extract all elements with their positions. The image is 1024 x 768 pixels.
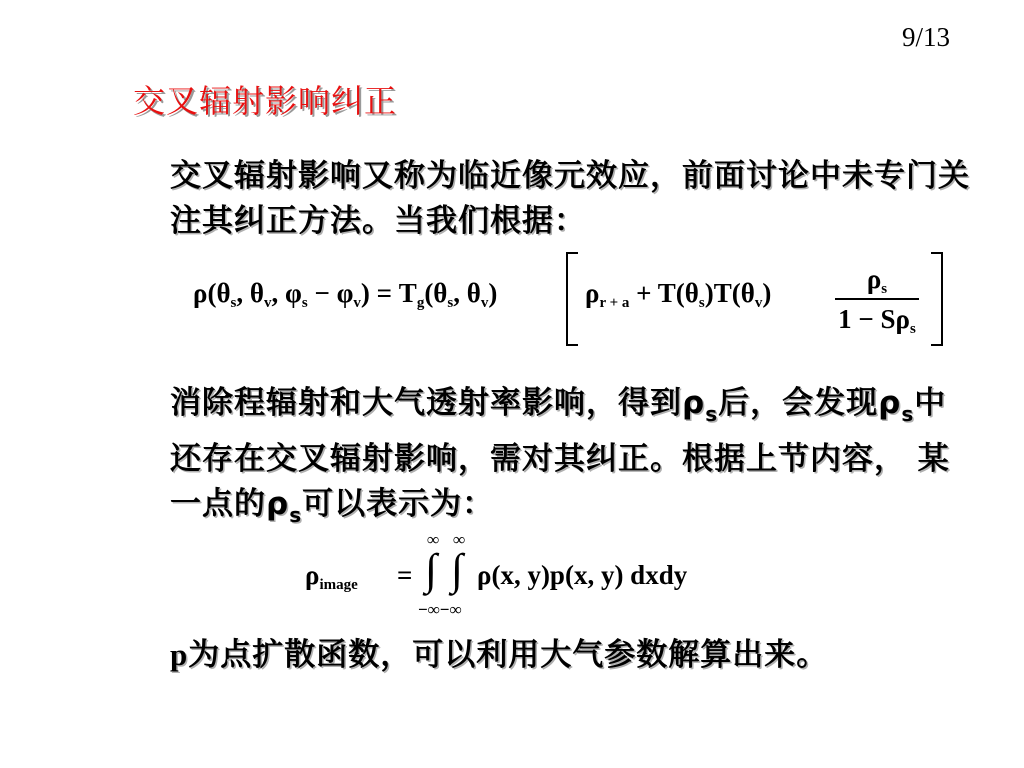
formula2-lhs: ρimage — [305, 560, 358, 593]
left-bracket — [566, 252, 578, 346]
upper-limit-2: ∞ — [453, 530, 466, 549]
rho-symbol: ρ — [682, 385, 706, 421]
fraction-numerator: ρs — [866, 264, 888, 297]
right-bracket — [931, 252, 943, 346]
formula1-lhs: ρ(θs, θv, φs − φv) = Tg(θs, θv) — [193, 278, 498, 311]
rho-symbol: ρ — [878, 385, 902, 421]
formula1-fraction — [833, 264, 921, 348]
integral-sign-1: ∫ — [425, 545, 438, 594]
formula1-inner: ρr + a + T(θs)T(θv) — [585, 278, 772, 311]
slide-title: 交叉辐射影响纠正 — [133, 82, 398, 120]
rho-subscript: s — [705, 402, 719, 426]
lower-limits: −∞−∞ — [418, 600, 462, 619]
integral-sign-2: ∫ — [451, 545, 464, 594]
para2-text-4: 可以表示为： — [302, 486, 495, 522]
rho-subscript: s — [901, 402, 915, 426]
para2-text-1: 消除程辐射和大气透射率影响，得到 — [170, 385, 682, 421]
psf-variable: p — [170, 637, 189, 672]
para2-text-3: 中还存在交叉辐射影响，需对其纠正。根据上节内容， 某一点的 — [170, 385, 950, 522]
rho-symbol: ρ — [266, 486, 290, 522]
paragraph-correction — [170, 381, 970, 538]
fraction-denominator: 1 − Sρs — [838, 304, 916, 337]
page-number: 9/13 — [901, 22, 950, 52]
para2-text-2: 后，会发现 — [718, 385, 879, 421]
upper-limit-1: ∞ — [427, 530, 440, 549]
formula-reflectance — [193, 250, 953, 350]
paragraph-intro: 交叉辐射影响又称为临近像元效应，前面讨论中未专门关注其纠正方法。当我们根据： — [170, 158, 970, 239]
formula2-integrand: ρ(x, y)p(x, y) dxdy — [477, 560, 688, 590]
formula-image-integral — [305, 530, 765, 620]
formula2-equals: = — [397, 560, 413, 590]
paragraph-psf — [170, 632, 970, 678]
rho-subscript: s — [289, 503, 303, 527]
psf-text: 为点扩散函数，可以利用大气参数解算出来。 — [188, 637, 829, 673]
